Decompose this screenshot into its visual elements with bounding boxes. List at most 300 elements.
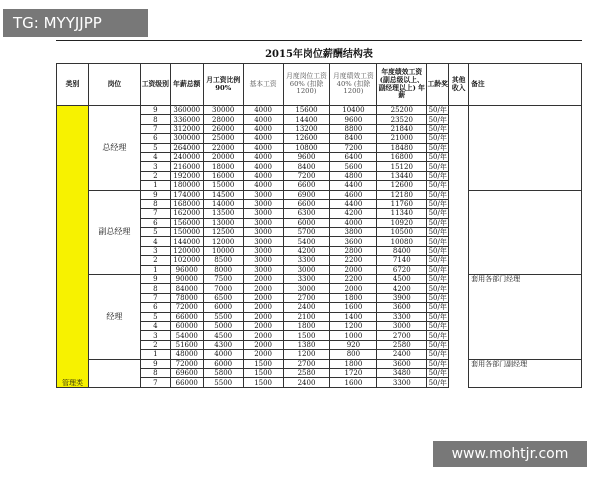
cell-monthly: 26000 bbox=[203, 124, 243, 133]
cell-annual: 240000 bbox=[170, 152, 203, 161]
cell-annual-perf: 11760 bbox=[377, 199, 427, 208]
cell-post: 1800 bbox=[283, 321, 330, 330]
cell-other bbox=[449, 284, 469, 293]
cell-perf: 10400 bbox=[330, 106, 377, 115]
cell-seniority: 50/年 bbox=[428, 124, 447, 133]
cell-perf: 4800 bbox=[330, 171, 377, 180]
cell-perf: 2000 bbox=[330, 265, 377, 274]
cell-annual-perf: 3300 bbox=[377, 378, 427, 387]
cell-post: 6600 bbox=[283, 181, 330, 190]
cell-perf: 1000 bbox=[330, 331, 377, 340]
cell-post: 5700 bbox=[283, 228, 330, 237]
cell-base: 4000 bbox=[243, 181, 283, 190]
header-base: 基本工资 bbox=[243, 64, 283, 106]
cell-annual-perf: 2400 bbox=[377, 350, 427, 359]
cell-other bbox=[449, 256, 469, 265]
cell-monthly: 22000 bbox=[203, 143, 243, 152]
cell-annual: 300000 bbox=[170, 134, 203, 143]
cell-annual: 102000 bbox=[170, 256, 203, 265]
cell-other bbox=[449, 303, 469, 312]
cell-seniority: 50/年 bbox=[428, 359, 447, 368]
cell-monthly: 10000 bbox=[203, 246, 243, 255]
cell-other bbox=[449, 228, 469, 237]
cell-grade: 7 bbox=[140, 378, 170, 387]
cell-grade: 9 bbox=[140, 275, 170, 284]
cell-base: 2000 bbox=[243, 312, 283, 321]
cell-post: 13200 bbox=[283, 124, 330, 133]
cell-annual: 180000 bbox=[170, 181, 203, 190]
cell-other bbox=[449, 190, 469, 199]
cell-perf: 2200 bbox=[330, 275, 377, 284]
cell-grade: 4 bbox=[140, 152, 170, 161]
cell-other bbox=[449, 265, 469, 274]
watermark-top: TG: MYYJJPP bbox=[3, 9, 148, 37]
cell-annual-perf: 21000 bbox=[377, 134, 427, 143]
cell-grade: 2 bbox=[140, 171, 170, 180]
position-cell: 总经理 bbox=[88, 106, 140, 191]
cell-base: 2000 bbox=[243, 275, 283, 284]
cell-other bbox=[449, 209, 469, 218]
cell-post: 12600 bbox=[283, 134, 330, 143]
cell-annual: 72000 bbox=[170, 359, 203, 368]
cell-grade: 8 bbox=[140, 199, 170, 208]
cell-monthly: 7500 bbox=[203, 275, 243, 284]
cell-perf: 4400 bbox=[330, 199, 377, 208]
cell-annual: 162000 bbox=[170, 209, 203, 218]
cell-annual: 90000 bbox=[170, 275, 203, 284]
cell-grade: 6 bbox=[140, 134, 170, 143]
category-cell: 管理类 bbox=[57, 106, 89, 388]
sheet-title: 2015年岗位薪酬结构表 bbox=[56, 40, 582, 64]
cell-base: 1500 bbox=[243, 368, 283, 377]
cell-annual: 72000 bbox=[170, 303, 203, 312]
cell-post: 1380 bbox=[283, 340, 330, 349]
cell-grade: 7 bbox=[140, 124, 170, 133]
cell-seniority: 50/年 bbox=[428, 162, 447, 171]
cell-seniority: 50/年 bbox=[428, 171, 447, 180]
cell-seniority: 50/年 bbox=[428, 322, 447, 331]
cell-annual: 54000 bbox=[170, 331, 203, 340]
cell-annual: 150000 bbox=[170, 228, 203, 237]
cell-monthly: 30000 bbox=[203, 106, 243, 115]
cell-other bbox=[449, 378, 469, 387]
cell-post: 4200 bbox=[283, 246, 330, 255]
cell-base: 2000 bbox=[243, 321, 283, 330]
cell-annual: 156000 bbox=[170, 218, 203, 227]
cell-seniority: 50/年 bbox=[428, 200, 447, 209]
cell-perf: 4600 bbox=[330, 190, 377, 199]
cell-annual-perf: 7140 bbox=[377, 256, 427, 265]
cell-seniority: 50/年 bbox=[428, 284, 447, 293]
cell-other bbox=[449, 321, 469, 330]
cell-monthly: 14500 bbox=[203, 190, 243, 199]
cell-other bbox=[449, 143, 469, 152]
cell-base: 3000 bbox=[243, 209, 283, 218]
cell-perf: 8400 bbox=[330, 134, 377, 143]
cell-annual-perf: 4200 bbox=[377, 284, 427, 293]
cell-post: 2100 bbox=[283, 312, 330, 321]
cell-annual: 78000 bbox=[170, 293, 203, 302]
cell-annual: 168000 bbox=[170, 199, 203, 208]
cell-base: 2000 bbox=[243, 350, 283, 359]
cell-perf: 7200 bbox=[330, 143, 377, 152]
cell-grade: 4 bbox=[140, 321, 170, 330]
cell-grade: 1 bbox=[140, 265, 170, 274]
cell-annual: 264000 bbox=[170, 143, 203, 152]
cell-grade: 9 bbox=[140, 106, 170, 115]
cell-grade: 1 bbox=[140, 181, 170, 190]
cell-other bbox=[449, 275, 469, 284]
cell-other bbox=[449, 218, 469, 227]
cell-post: 2400 bbox=[283, 378, 330, 387]
cell-monthly: 8500 bbox=[203, 256, 243, 265]
cell-seniority: 50/年 bbox=[428, 228, 447, 237]
cell-grade: 6 bbox=[140, 303, 170, 312]
cell-monthly: 12500 bbox=[203, 228, 243, 237]
cell-annual: 66000 bbox=[170, 312, 203, 321]
cell-seniority: 50/年 bbox=[428, 143, 447, 152]
header-remark: 备注 bbox=[469, 64, 582, 106]
cell-monthly: 25000 bbox=[203, 134, 243, 143]
cell-base: 3000 bbox=[243, 246, 283, 255]
cell-seniority: 50/年 bbox=[428, 237, 447, 246]
cell-other bbox=[449, 293, 469, 302]
cell-other bbox=[449, 134, 469, 143]
cell-other bbox=[449, 237, 469, 246]
cell-base: 4000 bbox=[243, 162, 283, 171]
cell-base: 3000 bbox=[243, 228, 283, 237]
cell-monthly: 13500 bbox=[203, 209, 243, 218]
cell-annual-perf: 12180 bbox=[377, 190, 427, 199]
cell-grade: 7 bbox=[140, 293, 170, 302]
cell-other bbox=[449, 331, 469, 340]
table-row bbox=[57, 359, 582, 368]
cell-base: 2000 bbox=[243, 293, 283, 302]
cell-monthly: 16000 bbox=[203, 171, 243, 180]
cell-monthly: 6000 bbox=[203, 303, 243, 312]
cell-post: 9600 bbox=[283, 152, 330, 161]
cell-seniority: 50/年 bbox=[428, 115, 447, 124]
cell-monthly: 14000 bbox=[203, 199, 243, 208]
cell-post: 5400 bbox=[283, 237, 330, 246]
cell-seniority: 50/年 bbox=[428, 247, 447, 256]
remark-cell bbox=[469, 190, 582, 275]
cell-post: 6900 bbox=[283, 190, 330, 199]
cell-perf: 1720 bbox=[330, 368, 377, 377]
cell-post: 6000 bbox=[283, 218, 330, 227]
cell-seniority: 50/年 bbox=[428, 294, 447, 302]
cell-other bbox=[449, 181, 469, 190]
cell-grade: 4 bbox=[140, 237, 170, 246]
cell-other bbox=[449, 152, 469, 161]
cell-post: 2580 bbox=[283, 368, 330, 377]
cell-seniority: 50/年 bbox=[428, 134, 447, 143]
cell-perf: 9600 bbox=[330, 115, 377, 124]
header-other: 其他收入 bbox=[449, 64, 469, 106]
cell-post: 7200 bbox=[283, 171, 330, 180]
cell-base: 2000 bbox=[243, 284, 283, 293]
table-row bbox=[57, 190, 582, 199]
cell-annual: 336000 bbox=[170, 115, 203, 124]
salary-table bbox=[56, 63, 582, 388]
table-row bbox=[57, 275, 582, 284]
table-body bbox=[57, 106, 582, 388]
cell-grade: 9 bbox=[140, 190, 170, 199]
cell-monthly: 8000 bbox=[203, 265, 243, 274]
cell-perf: 4000 bbox=[330, 218, 377, 227]
cell-post: 2700 bbox=[283, 359, 330, 368]
cell-annual-perf: 8400 bbox=[377, 246, 427, 255]
cell-seniority: 50/年 bbox=[428, 256, 447, 265]
cell-seniority: 50/年 bbox=[428, 106, 447, 115]
cell-seniority: 50/年 bbox=[428, 378, 447, 387]
cell-seniority: 50/年 bbox=[428, 190, 447, 199]
cell-perf: 4200 bbox=[330, 209, 377, 218]
position-cell: 经理 bbox=[88, 275, 140, 360]
cell-grade: 3 bbox=[140, 162, 170, 171]
cell-annual: 84000 bbox=[170, 284, 203, 293]
cell-base: 2000 bbox=[243, 303, 283, 312]
cell-other bbox=[449, 359, 469, 368]
cell-grade: 2 bbox=[140, 256, 170, 265]
cell-other bbox=[449, 368, 469, 377]
cell-monthly: 5500 bbox=[203, 378, 243, 387]
cell-monthly: 28000 bbox=[203, 115, 243, 124]
cell-annual: 51600 bbox=[170, 340, 203, 349]
watermark-bottom: www.mohtjr.com bbox=[433, 441, 587, 467]
cell-annual-perf: 3480 bbox=[377, 368, 427, 377]
header-row bbox=[57, 64, 582, 106]
remark-cell: 套用各部门经理 bbox=[469, 275, 582, 360]
cell-annual: 96000 bbox=[170, 265, 203, 274]
cell-seniority: 50/年 bbox=[428, 265, 447, 274]
header-monthly: 月工资比例90% bbox=[203, 64, 243, 106]
cell-annual: 69600 bbox=[170, 368, 203, 377]
header-category: 类别 bbox=[57, 64, 89, 106]
cell-perf: 6400 bbox=[330, 152, 377, 161]
cell-monthly: 12000 bbox=[203, 237, 243, 246]
cell-grade: 2 bbox=[140, 340, 170, 349]
header-monthly-post: 月度岗位工资 60% (扣除1200) bbox=[283, 64, 330, 106]
cell-base: 1500 bbox=[243, 378, 283, 387]
header-grade: 工资级别 bbox=[140, 64, 170, 106]
header-position: 岗位 bbox=[88, 64, 140, 106]
cell-perf: 8800 bbox=[330, 124, 377, 133]
cell-annual-perf: 6720 bbox=[377, 265, 427, 274]
cell-annual: 144000 bbox=[170, 237, 203, 246]
remark-cell bbox=[469, 106, 582, 191]
cell-annual-perf: 10080 bbox=[377, 237, 427, 246]
cell-annual-perf: 3000 bbox=[377, 321, 427, 330]
cell-seniority: 50/年 bbox=[428, 369, 447, 378]
cell-base: 4000 bbox=[243, 143, 283, 152]
cell-seniority: 50/年 bbox=[428, 303, 447, 312]
cell-perf: 800 bbox=[330, 350, 377, 359]
cell-base: 4000 bbox=[243, 152, 283, 161]
cell-post: 1500 bbox=[283, 331, 330, 340]
cell-perf: 920 bbox=[330, 340, 377, 349]
table-row bbox=[57, 106, 582, 115]
cell-base: 3000 bbox=[243, 190, 283, 199]
cell-base: 4000 bbox=[243, 115, 283, 124]
cell-annual: 360000 bbox=[170, 106, 203, 115]
cell-annual-perf: 10920 bbox=[377, 218, 427, 227]
cell-grade: 3 bbox=[140, 331, 170, 340]
cell-post: 6600 bbox=[283, 199, 330, 208]
cell-annual-perf: 3900 bbox=[377, 293, 427, 302]
cell-perf: 1200 bbox=[330, 321, 377, 330]
cell-base: 3000 bbox=[243, 256, 283, 265]
cell-grade: 5 bbox=[140, 228, 170, 237]
cell-seniority: 50/年 bbox=[428, 181, 447, 190]
cell-perf: 1600 bbox=[330, 378, 377, 387]
cell-seniority: 50/年 bbox=[428, 275, 447, 284]
cell-base: 3000 bbox=[243, 237, 283, 246]
cell-annual-perf: 23520 bbox=[377, 115, 427, 124]
cell-annual: 48000 bbox=[170, 350, 203, 359]
cell-grade: 7 bbox=[140, 209, 170, 218]
cell-monthly: 4300 bbox=[203, 340, 243, 349]
cell-post: 14400 bbox=[283, 115, 330, 124]
cell-annual-perf: 25200 bbox=[377, 106, 427, 115]
cell-other bbox=[449, 124, 469, 133]
cell-annual-perf: 3300 bbox=[377, 312, 427, 321]
cell-base: 4000 bbox=[243, 134, 283, 143]
cell-annual-perf: 16800 bbox=[377, 152, 427, 161]
cell-post: 1200 bbox=[283, 350, 330, 359]
remark-cell: 套用各部门副经理 bbox=[469, 359, 582, 387]
cell-post: 3300 bbox=[283, 256, 330, 265]
header-seniority: 工龄奖 bbox=[427, 64, 449, 106]
cell-monthly: 15000 bbox=[203, 181, 243, 190]
header-annual-perf: 年度绩效工资 (副总级以上、副经理以上) 年薪 bbox=[377, 64, 427, 106]
salary-sheet bbox=[56, 40, 582, 440]
cell-monthly: 13000 bbox=[203, 218, 243, 227]
cell-annual-perf: 10500 bbox=[377, 228, 427, 237]
position-cell bbox=[88, 359, 140, 387]
cell-base: 2000 bbox=[243, 340, 283, 349]
cell-seniority: 50/年 bbox=[428, 218, 447, 227]
cell-post: 8400 bbox=[283, 162, 330, 171]
header-annual: 年薪总额 bbox=[170, 64, 203, 106]
cell-annual: 60000 bbox=[170, 321, 203, 330]
position-cell: 副总经理 bbox=[88, 190, 140, 275]
cell-perf: 2000 bbox=[330, 284, 377, 293]
cell-monthly: 5500 bbox=[203, 312, 243, 321]
header-monthly-perf: 月度绩效工资 40% (扣除1200) bbox=[330, 64, 377, 106]
cell-annual-perf: 2700 bbox=[377, 331, 427, 340]
cell-post: 15600 bbox=[283, 106, 330, 115]
cell-annual: 312000 bbox=[170, 124, 203, 133]
cell-other bbox=[449, 340, 469, 349]
cell-annual-perf: 21840 bbox=[377, 124, 427, 133]
cell-other bbox=[449, 162, 469, 171]
cell-annual-perf: 12600 bbox=[377, 181, 427, 190]
cell-base: 4000 bbox=[243, 171, 283, 180]
cell-annual-perf: 15120 bbox=[377, 162, 427, 171]
cell-monthly: 18000 bbox=[203, 162, 243, 171]
cell-annual: 216000 bbox=[170, 162, 203, 171]
cell-grade: 5 bbox=[140, 143, 170, 152]
cell-perf: 1800 bbox=[330, 359, 377, 368]
cell-annual-perf: 3600 bbox=[377, 303, 427, 312]
cell-base: 4000 bbox=[243, 106, 283, 115]
cell-other bbox=[449, 350, 469, 359]
cell-perf: 2800 bbox=[330, 246, 377, 255]
cell-grade: 6 bbox=[140, 218, 170, 227]
cell-annual: 66000 bbox=[170, 378, 203, 387]
cell-grade: 8 bbox=[140, 115, 170, 124]
cell-grade: 8 bbox=[140, 368, 170, 377]
cell-perf: 5600 bbox=[330, 162, 377, 171]
cell-other bbox=[449, 171, 469, 180]
cell-other bbox=[449, 246, 469, 255]
cell-perf: 4400 bbox=[330, 181, 377, 190]
cell-base: 3000 bbox=[243, 199, 283, 208]
cell-post: 3300 bbox=[283, 275, 330, 284]
cell-monthly: 5000 bbox=[203, 321, 243, 330]
cell-grade: 1 bbox=[140, 350, 170, 359]
cell-perf: 2200 bbox=[330, 256, 377, 265]
cell-post: 2700 bbox=[283, 293, 330, 302]
cell-grade: 3 bbox=[140, 246, 170, 255]
cell-post: 2400 bbox=[283, 303, 330, 312]
cell-seniority: 50/年 bbox=[428, 312, 447, 321]
cell-grade: 9 bbox=[140, 359, 170, 368]
cell-monthly: 6500 bbox=[203, 293, 243, 302]
cell-monthly: 6000 bbox=[203, 359, 243, 368]
cell-annual-perf: 3600 bbox=[377, 359, 427, 368]
cell-perf: 1600 bbox=[330, 303, 377, 312]
cell-base: 4000 bbox=[243, 124, 283, 133]
cell-annual: 120000 bbox=[170, 246, 203, 255]
cell-base: 3000 bbox=[243, 218, 283, 227]
cell-post: 10800 bbox=[283, 143, 330, 152]
cell-annual-perf: 13440 bbox=[377, 171, 427, 180]
cell-base: 1500 bbox=[243, 359, 283, 368]
cell-seniority: 50/年 bbox=[428, 340, 447, 349]
cell-perf: 3800 bbox=[330, 228, 377, 237]
cell-post: 3000 bbox=[283, 265, 330, 274]
cell-grade: 8 bbox=[140, 284, 170, 293]
cell-perf: 1400 bbox=[330, 312, 377, 321]
cell-base: 2000 bbox=[243, 331, 283, 340]
cell-base: 3000 bbox=[243, 265, 283, 274]
cell-monthly: 7000 bbox=[203, 284, 243, 293]
cell-annual-perf: 2580 bbox=[377, 340, 427, 349]
cell-other bbox=[449, 312, 469, 321]
cell-seniority: 50/年 bbox=[428, 331, 447, 340]
cell-monthly: 5800 bbox=[203, 368, 243, 377]
cell-seniority: 50/年 bbox=[428, 153, 447, 162]
cell-seniority: 50/年 bbox=[428, 350, 447, 359]
cell-grade: 5 bbox=[140, 312, 170, 321]
cell-annual: 174000 bbox=[170, 190, 203, 199]
cell-other bbox=[449, 106, 469, 115]
cell-post: 3000 bbox=[283, 284, 330, 293]
cell-monthly: 4000 bbox=[203, 350, 243, 359]
cell-post: 6300 bbox=[283, 209, 330, 218]
cell-annual-perf: 4500 bbox=[377, 275, 427, 284]
cell-monthly: 4500 bbox=[203, 331, 243, 340]
cell-perf: 1800 bbox=[330, 293, 377, 302]
cell-annual-perf: 18480 bbox=[377, 143, 427, 152]
cell-perf: 3600 bbox=[330, 237, 377, 246]
cell-monthly: 20000 bbox=[203, 152, 243, 161]
cell-annual: 192000 bbox=[170, 171, 203, 180]
cell-seniority: 50/年 bbox=[428, 209, 447, 218]
cell-other bbox=[449, 199, 469, 208]
